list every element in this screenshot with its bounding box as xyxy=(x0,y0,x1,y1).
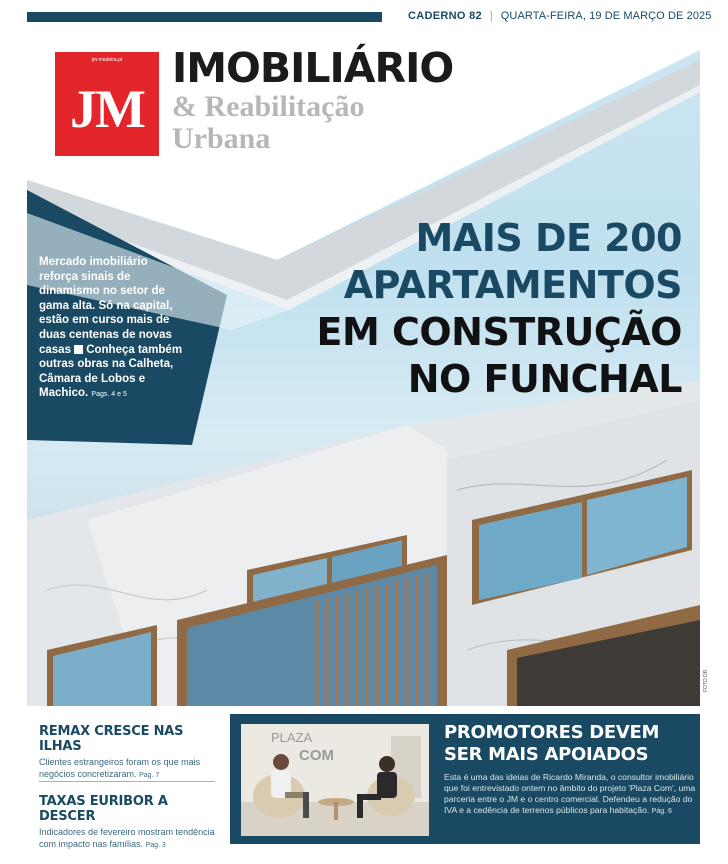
brief-body: Clientes estrangeiros foram os que mais negócios concretizaram. xyxy=(39,757,201,779)
brief-item xyxy=(39,794,225,851)
section-number: CADERNO 82 xyxy=(408,10,482,22)
divider xyxy=(39,781,215,782)
issue-info xyxy=(408,10,712,26)
supplement-subtitle-line1: & Reabilitação xyxy=(172,90,365,123)
bullet-square-icon xyxy=(74,345,83,354)
separator: | xyxy=(489,10,493,22)
feature-text xyxy=(444,772,698,817)
teaser-text: Mercado imobiliário reforça sinais de dinamismo no setor de gama alta. Só na capital, estão em curso mais de duas centenas de novas casas xyxy=(39,256,173,356)
teaser-pages: Pags. 4 e 5 xyxy=(91,391,127,399)
feature-title: PROMOTORES DEVEM SER MAIS APOIADOS xyxy=(444,722,660,765)
teaser-box xyxy=(39,255,189,403)
news-briefs xyxy=(27,714,227,849)
photo-credit: FOTO DR xyxy=(703,669,709,692)
issue-date: QUARTA-FEIRA, 19 DE MARÇO DE 2025 xyxy=(500,10,712,22)
headline-line-2: APARTAMENTOS xyxy=(343,263,682,307)
brief-body: Indicadores de fevereiro mostram tendência com impacto nas famílias. xyxy=(39,827,215,849)
feature-page: Pág. 6 xyxy=(651,808,672,815)
brief-page: Pag. 3 xyxy=(145,841,166,849)
interview-photo xyxy=(241,724,429,836)
headline-line-3: EM CONSTRUÇÃO xyxy=(316,310,682,354)
top-color-bar xyxy=(27,12,382,22)
photo-sign-1: PLAZA xyxy=(271,730,313,745)
brief-page: Pag. 7 xyxy=(139,771,160,779)
logo-text: JM xyxy=(70,79,144,139)
photo-sign-2: COM xyxy=(299,747,334,764)
jm-logo xyxy=(55,52,159,156)
brief-title: TAXAS EURIBOR A DESCER xyxy=(39,794,168,824)
brief-text xyxy=(39,757,225,781)
supplement-title: IMOBILIÁRIO xyxy=(172,44,454,92)
feature-box xyxy=(230,714,700,844)
feature-body: Esta é uma das ideias de Ricardo Miranda, o consultor imobiliário que foi entrevistado ontem no âmbito do projeto 'Plaza Com', uma parceria entre o JM e o centro comercial. Defendeu a redução do IVA e a cedência de terrenos públicos para habitação. xyxy=(444,772,696,815)
main-headline xyxy=(316,215,682,403)
headline-line-1: MAIS DE 200 xyxy=(415,216,682,260)
interview-illustration xyxy=(241,724,429,836)
logo-url: jm-madeira.pt xyxy=(91,57,123,63)
headline-line-4: NO FUNCHAL xyxy=(407,357,682,401)
supplement-subtitle-line2: Urbana xyxy=(172,122,271,155)
brief-text xyxy=(39,827,225,851)
teaser-text-2: Conheça também outras obras na Calheta, Câmara de Lobos e Machico. xyxy=(39,343,183,400)
brief-title: REMAX CRESCE NAS ILHAS xyxy=(39,724,184,754)
brief-item xyxy=(39,724,225,781)
